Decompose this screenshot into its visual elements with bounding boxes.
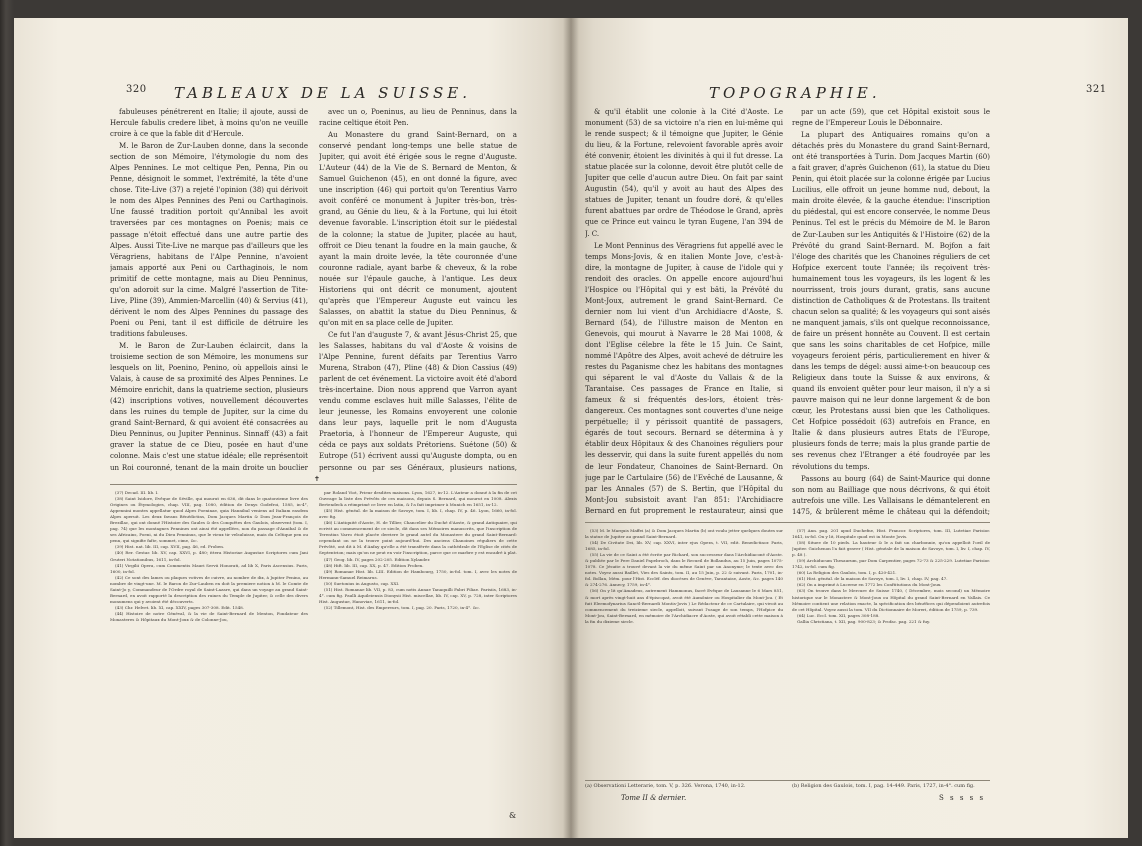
right-page-number: 321 [1086, 84, 1107, 95]
paragraph: par un acte (59), que cet Hôpital existoit sous le regne de l'Empereur Louis le Débonnaire. [792, 107, 990, 128]
footnote: (53) M. le Marquis Maffei (a) & Dom Jacques Martin (b) ont voulu jetter quelques doutes sur la statue de Jupiter au grand Saint-Bernard. [585, 528, 783, 540]
left-footnotes-1 [110, 490, 308, 816]
paragraph: Passons au bourg (64) de Saint-Maurice qui donne son nom au Bailliage que nous décrivons, & qui étoit autrefois une ville. Les Vallaisans le démantelerent en 1475, & brûlerent même le château qui la défendoit; [792, 473, 990, 516]
footnote: (61) Hist. généal. de la maison de Savoye, tom. I, liv. I, chap. IV, pag. 47. [797, 576, 948, 582]
paragraph: La plupart des Antiquaires romains qu'on a détachés près du Monastere du grand Saint-Bernard, ont été transportées à Turin. Dom Jacques Martin (60) a fait graver, d'après Guichenon (61), la statue du Dieu Penin, qui étoit placée sur la colonne érigée par Lucius Lucilius, elle offroit un jeune homme nud, debout, la main droite élevée, & la gauche étendue: l'inscription du piédestal, qui est encore conservée, le nomme Deus Peninus. Tel est le précis du Mémoire de M. le Baron de Zur-Lauben sur les Antiquités & l'Histoire (62) de la Prévôté du grand Saint-Bernard. M. Bojfon a fait l'éloge des charités que les Chanoines réguliers de cet Hofpice exercent toute l'année; ils reçoivent très-humainement tous les voyageurs, ils les logent & les nourrissent, trois jours durant, gratis, sans aucune distinction de Catholiques & de Protestans. Ils traitent chacun selon sa qualité; & les voyageurs qui sont aisés ne manquent jamais, s'ils ont quelque reconnoissance, de faire un présent honnête au Couvent. Il est certain que sans les soins charitables de cet Hofpice, mille voyageurs feroient péris, particulierement en hiver & dans les temps de dégel: aussi aime-t-on beaucoup ces Religieux dans toute la Suisse & aux environs, & quand ils envoient quêter pour leur maison, il n'y a si pauvre maison qui ne leur donne largement & de bon cœur, les Protestans aussi bien que les Catholiques. Cet Hofpice possédoit (63) autrefois en France, en Italie & dans plusieurs autres Etats de l'Europe, plusieurs fonds de terre; mais la plus grande partie de ses revenus chez l'Etranger a été foudroyée par les révolutions du temps. [792, 130, 990, 471]
paragraph: M. le Baron de Zur-Lauben éclaircit, dans la troisieme section de son Mémoire, les monumens sur lesquels on lit, Poenino, Penino, où appellois ainsi le Valais, à cause de sa proximité des Alpes Pennines. Le Mémoire enrichit, dans la quatrieme section, plusieurs (42) inscriptions votives, nouvellement découvertes dans les ruines du temple de Jupiter, sur la cime du grand Saint-Bernard, & qui avoient été consacrées au Dieu Penninus, ou Jupiter Penninus. Sinnaff (43) a fait graver la statue de ce Dieu, posée en haut d'une colonne. Mais c'est une statue idéale; elle représentoit un Roi couronné, tenant de la main droite un bouclier [110, 340, 308, 472]
footnote: (58) Situee de 10 pieds. La hauteur & le a fait un charbonnie, qu'on appelloit l'oeil de Jupiter. Guichenon l'a fait graver ( Hist. généale de la maison de Savoye, tom. I, liv. I, chap. IV, p. 48 ). [792, 540, 990, 558]
left-column-1 [110, 106, 308, 472]
footnote: (62) On a imprimé à Lucerne en 1772 les Conftitutions du Mont-Joux. [797, 582, 942, 588]
paragraph: Le Mont Penninus des Véragriens fut appellé avec le temps Mons-Jovis, & en italien Monte Jove, c'est-à-dire, la montagne de Jupiter, à cause de l'idole qui y rendoit des oracles. On appelle encore aujourd'hui l'Hospice ou l'Hôpital qui y est bâti, la Prévôté du Mont-Joux, autrement le grand Saint-Bernard. Ce dernier nom lui vient d'un Archidiacre d'Aoste, S. Bernard (54), de l'illustre maison de Menton en Genevois, qui mourut à Navarre le 28 Mai 1008, & dont l'Eglise célebre la fête le 15 Juin. Ce Saint, nommé l'Apôtre des Alpes, avoit achevé de détruire les restes du Paganisme chez les habitans des montagnes qui séparent le val d'Aoste du Vallais & de la Tarantaise. Ces passages de France en Italie, si fameux & si fréquentés des-lors, étoient très-dangereux. Ces montagnes sont couvertes d'une neige perpétuelle; il y périssoit quantité de passagers, égarés de tout secours. Bernard se détermina à y établir deux Hôpitaux & des Chanoines réguliers pour les desservir, qui dans la suite furent appellés du nom de leur Fondateur, Chanoines de Saint-Bernard. On juge par le Cartulaire (56) de l'Evêché de Lausanne, & par les Annales (57) de S. Bertin, que l'Hôpital du Mont-Jou subsistoit avant l'an 851: l'Archidiacre Bernard en fut proprement le restaurateur, ainsi que [585, 240, 783, 515]
footnote: (49) Romanae Hist. lib. LIII. Edition de Hambourg, 1750, in-fol. tom. I, avec les notes de Hermann-Samuel Reimarus. [319, 568, 517, 580]
footnote: (52) Tillemont, Hist. des Empereurs, tom. I, pag. 20. Paris, 1720, in-4°. &c. [324, 604, 481, 610]
right-column-2 [792, 106, 990, 516]
right-running-title: TOPOGRAPHIE. [709, 84, 881, 102]
footnote: (48) Hift. lib. III, cap. XX, p. 47. Edition Froben. [324, 562, 424, 568]
paragraph: Au Monastere du grand Saint-Bernard, on a conservé pendant long-temps une belle statue de Jupiter, qui avoit été érigée sous le regne d'Auguste. L'Auteur (44) de la Vie de S. Bernard de Menton, & Samuel Guichenon (45), en ont donné la figure, avec une inscription (46) qui portoit qu'on Terentius Varro avoit conféré ce monument à Jupiter très-bon, très-grand, au Génie du lieu, & à la Fortune, qui lui étoit devenue favorable. L'inscription étoit sur le piédestal de la colonne; la statue de Jupiter, placée au haut, offroit ce Dieu tenant la foudre en la main gauche, & ayant la main droite levée, la tête couronnée d'une couronne radiale, ayant barbe & cheveux, & la robe nouée sur l'épaule gauche, à l'antique. Les deux Historiens qui ont décrit ce monument, ajoutent qu'après que l'Empereur Auguste eut vaincu les Salasses, on abattit la statue du Dieu Penninus, & qu'on mit en sa place celle de Jupiter. [319, 130, 517, 327]
left-page-number: 320 [126, 84, 147, 95]
footnote: (47) Geog. lib. IV, pages 202-205. Edition Xylander. [324, 556, 431, 562]
footnote: (55) La vie de ce Saint a été écrite par Richard, son successeur dans l'Archidiaconé d'Aoste. & publiée par le Pere Daniel Papebroch, dans le Recueil de Bollandus, au 15 Juin, pages 1075-1078. Ce Jésuite a trouvé devant la vie du même Saint par un Anonyme; le texte avec des notes. Voyez aussi Baillet, Vies des Saints, tom. II, au 15 Juin, p. 22 & suivant. Paris, 1701, in-fol. Bollan, Mém. pour l'Hist. Eccléf. des diocèses de Genève, Tarantaise, Aoste, &c. pages 140 & 274-276. Annecy, 1759, in-4°. [585, 552, 783, 588]
right-footnotes-2 [792, 528, 990, 773]
footnote: (41) Virgilii Opera, cum Commentis Mauri Servii Honorati, ad lib X, Paris Ascensius. Paris, 1600, in-fol. [110, 562, 308, 574]
footnote: (60) La Religion des Gaulois, tom. I, p. 420-421. [797, 570, 897, 576]
paragraph: M. le Baron de Zur-Lauben donne, dans la seconde section de son Mémoire, l'étymologie du nom des Alpes Pennines. Le mot celtique Pen, Penna, Pin ou Penne, désignoit le sommet, l'extrémité, la tête d'une chose. Tite-Live (37) a rejeté l'opinion (38) qui dérivoit le nom des Alpes Pennines des Peni ou Carthaginois. Une faussé tradition portoit qu'Annibal les avoit traversées par ces montagnes on Poenis; mais ce passage n'étoit effectué dans une autre partie des Alpes. Aussi Tite-Live ne marque pas d'ailleurs que les Véragriens, habitans de l'Alpe Pennine, n'avoient jamais apporté aux Peni ou Carthaginois, le nom primitif de cette montagne, mais au Dieu Penninus, qu'on adoroit sur la cime. Malgré l'assertion de Tite-Live, Pline (39), Ammien-Marcellin (40) & Servius (41), dérivent le nom des Alpes Pennines du passage des Poeni ou Peni, tant il est difficile de détruire les traditions fabuleuses. [110, 141, 308, 338]
footnote-rule [585, 522, 990, 523]
paragraph: fabuleuses pénétrerent en Italie; il ajoute, aussi de Hercule fabulis credere libet, à moins qu'on ne veuille croire à ce que la fable dit d'Hercule. [110, 107, 308, 139]
footnote: (51) Hist. Romanae lib. VII, p. 83, cum notis Annae Tanaquilli Fabri Filiae. Parisiis, 1683, in-4°. cum fig. Paulli Aquileiensis Dionysii Hist. miscellae, lib. IV, cap. XV, p. 728, inter Scriptores Hist. Augustae, Hanoviae, 1611, in-fol. [319, 586, 517, 604]
footnote: (38) Saint Isidore, Evêque de Séville, qui mourut en 636, dit dans le quatorzieme livre des Origines ou Étymologies, chap. VIII, pag. 1080, édition de Denys Godefroi, 1585, in-4°, Appennini montes appellatur quod Alpes Poeninae, quia Hannibal veniens ad Italiam easdem Alpes aperuit. Les deux favans Bénédictins, Dom Jacques Martin & Dom Jean-François de Brezillac, qui ont donné l'Histoire des Gaules & des Conquêtes des Gaulois, observent (tom. I, pag. 74) que les montagnes Pennines ont ainsi été appellées, non du passage d'Annibal & de ses Africains, Poeni, ni du Dieu Penninus, que le vieux tir velsuluisse, mais du Celtique pen ou penn, qui signifie faîte, sommet, cime, &c. [110, 496, 308, 544]
footnote: Gallia Christiana, t. XII, pag. 900-823; & Profac. pag. 221 & fuy. [797, 618, 931, 624]
paragraph: Ce fut l'an d'auguste 7, & avant Jésus-Christ 25, que les Salasses, habitans du val d'Aoste & voisins de l'Alpe Pennine, furent défaits par Terentius Varro Murena, Strabon (47), Pline (48) & Dion Cassius (49) parlent de cet événement. La victoire avoit été d'abord très-incertaine. Dion nous apprend que Varron ayant vendu comme esclaves huit mille Salasses, l'élite de leur jeunesse, les Romains envoyerent une colonie dans leur pays, laquelle prit le nom d'Augusta Praetoria, à l'honneur de l'Empereur Auguste, qui céda ce pays aux soldats Prétoriens. Suétone (50) & Eutrope (51) écrivent aussi qu'Auguste dompta, ou en personne ou par ses Généraux, plusieurs nations, [319, 329, 517, 472]
footnote-rule [110, 484, 517, 485]
subfootnote-a: (a) Observationi Letterarie, tom. V, p. 326. Verona, 1740, in-12. [585, 783, 746, 789]
right-column-1 [585, 106, 783, 516]
footnote: (46) L'Antiquité d'Aoste, H. de Tillier, Chancelier du Duché d'Aoste, & grand Antiquaire, qui ecrivit au commencement de ce siecle, dit dans ses Mémoires manuscrits, que l'inscription de Terentius Varro étoit placée derriere le grand autel du Monastere du grand Saint-Bernard: cependant on ne la trouve point aujourd'hui. Des anciens Chanoines réguliers de cette Prévôté, ont dit à M. d'Anfay qu'elle a été transférée dans la cathédrale de l'Eglise de cités de Septentrion; mais qu'on ne peut en voir l'inscription, parce que ce marbre y est encadré à plat. [319, 520, 517, 556]
footnote: (43) Chr. Helvet. lib. XI, cap. XXIV, pages 307-308. Edit. 1548. [115, 604, 245, 610]
signature-mark: S s s s s [939, 794, 986, 802]
footnote: (54) De Civitate Dei, lib. XV, cap. XXVI, inter ejus Opera, t. VII, edit. Benedictinor. Paris, 1685, in-fol. [585, 540, 783, 552]
footnote: (64) Luc. Eccl. tom. XII, pages 308-188. [797, 612, 880, 618]
footnote: (63) On trouve dans le Mercure de Suisse 1740, ( Décembre, mois second) un Mémoire historique sur le Monastere & Mont-Joux ou Hôpital du grand Saint-Bernard en Vallais. Ce Mémoire contient une relation exacte, la spécification des bénéfices qui dépendoient autrefois de cet Hôpital. Voyez aussi la tom. VII du Dictionnaire de Moreri, édition de 1759, p. 739. [792, 588, 990, 612]
footnote: (37) Decad. III. lib. I. [115, 490, 159, 495]
left-page [14, 18, 571, 838]
right-footnotes-1 [585, 528, 783, 773]
left-column-2 [319, 106, 517, 472]
footnote: (50) Suetonius in Augusto, cap. XXI. [324, 580, 400, 586]
paragraph: & qu'il établit une colonie à la Cité d'Aoste. Le monument (53) de sa victoire n'a rien en lui-même qui le rende suspect; & il témoigne que Jupiter, le Génie du lieu, & la Fortune, relevoient favorable après avoir été convenir, étoient les divinités à qui il fut dresse. La statue placée sur la colonne, devoit être plutôt celle de Jupiter que celle d'aucun autre Dieu. On fait par saint Augustin (54), qu'il y avoit au haut des Alpes des statues de Jupiter, tenant un foudre doré, & qu'elles furent abattues par ordre de Théodose le Grand, après que ce Prince eut vaincu le tyran Eugene, l'an 394 de J. C. [585, 107, 783, 238]
footnote: (40) Rer. Gestar. lib. XV, cap. XXVI, p. 480; ittera Historiae Augustae Scriptores cum Jani Gruteri Notationibus, 1611, in-fol. [110, 550, 308, 562]
footnote: (57) Ann. pag. 201 apud Duchefne, Hist. Francor. Scriptores, tom. III, Lutetiae Parisior. 1641, in-fol. On y lit, Hospitale quod est in Monte Jovis. [792, 528, 990, 540]
left-footnotes-2 [319, 490, 517, 806]
right-page [571, 18, 1128, 838]
subfootnote-rule [585, 780, 990, 781]
footnote: (44) Histoire de notre Généval, & la vie de Saint-Bernard de Menton, Fondateur des Monasteres & Hôpitaux du Mont-Joux & de Colonne-Jou, [110, 610, 308, 622]
paragraph: avec un o, Poeninus, au lieu de Penninus, dans la racine celtique étoit Pen. [319, 107, 517, 128]
footnote: (56) On y lit qu'Amadeus, autrement Hammonus, facré Evêque de Lausanne le 6 Mars 851, & mort après vingt-huit ans d'épiscopat, avoit été Aumônier ou Hospitalier du Mont-Jou. ( Et fuit Eleemofynarius Sanctl-Bernardi Montis-Jovis ) Le Rédacteur de ce Cartulaire, qui vivoit au commencement du treizieme siecle, appelloit, suivant l'usage de son temps, l'Hofpice du Mont-Jou, Saint-Bernard, en mémoire de l'Archidiacre d'Aoste, qui avoit rétabli cette maison à la fin du dixieme siecle. [585, 588, 783, 624]
footnote: (42) Ce sont des lames ou plaques votives de cuivre, au nombre de dix, à Jupiter Penino, au nombre de vingt-une. M. le Baron de Zur-Lauben en doit la premiere notion à M. le Comte de Saint-Jo y, Commandeur de l'Ordre royal de Saint-Lazare, qui dans un voyage au grand Saint-Bernard, en avoit rapporté la description des ruines du Temple de Jupiter, & celle des divers monumens qui y avoient été découverts. [110, 574, 308, 604]
left-running-title: TABLEAUX DE LA SUISSE. [174, 84, 472, 102]
subfootnote-b: (b) Religion des Gaulois, tom. I, pag. 14-449. Paris, 1727, in-4°. cum fig. [792, 783, 975, 789]
tome-line: Tome II & dernier. [621, 794, 687, 802]
footnote: par Roland Viot, Prieur desdites maisons. Lyon, 1627, in-12. L'Auteur a donné à la fin de cet Ouvrage la liste des Prévôts de ces maisons, depuis S. Bernard, qui mourut en 1008. Alexis Bertendeck a réimprimé ce livre en latin, & l'a fait imprimer à Munich en 1651, in-12. [319, 490, 517, 508]
dagger-mark: ✝ [314, 475, 320, 483]
catchword: & [509, 811, 517, 820]
footnote: (59) Archiducum Thesaurum, par Dom Carpentier, pages 72-73 & 225-229. Lutetiae Parisior. 1742, in-fol. cum fig. [792, 558, 990, 570]
footnote: (39) Hist. nat. lib. III, cap. XVII, pag. 46, ed. Froben. [115, 544, 225, 550]
footnote: (45) Hist. généal. de la maison de Savoye, tom. I, lib. I, chap. IV, p. 46. Lyon, 1660, in-fol. avec fig. [319, 508, 517, 520]
